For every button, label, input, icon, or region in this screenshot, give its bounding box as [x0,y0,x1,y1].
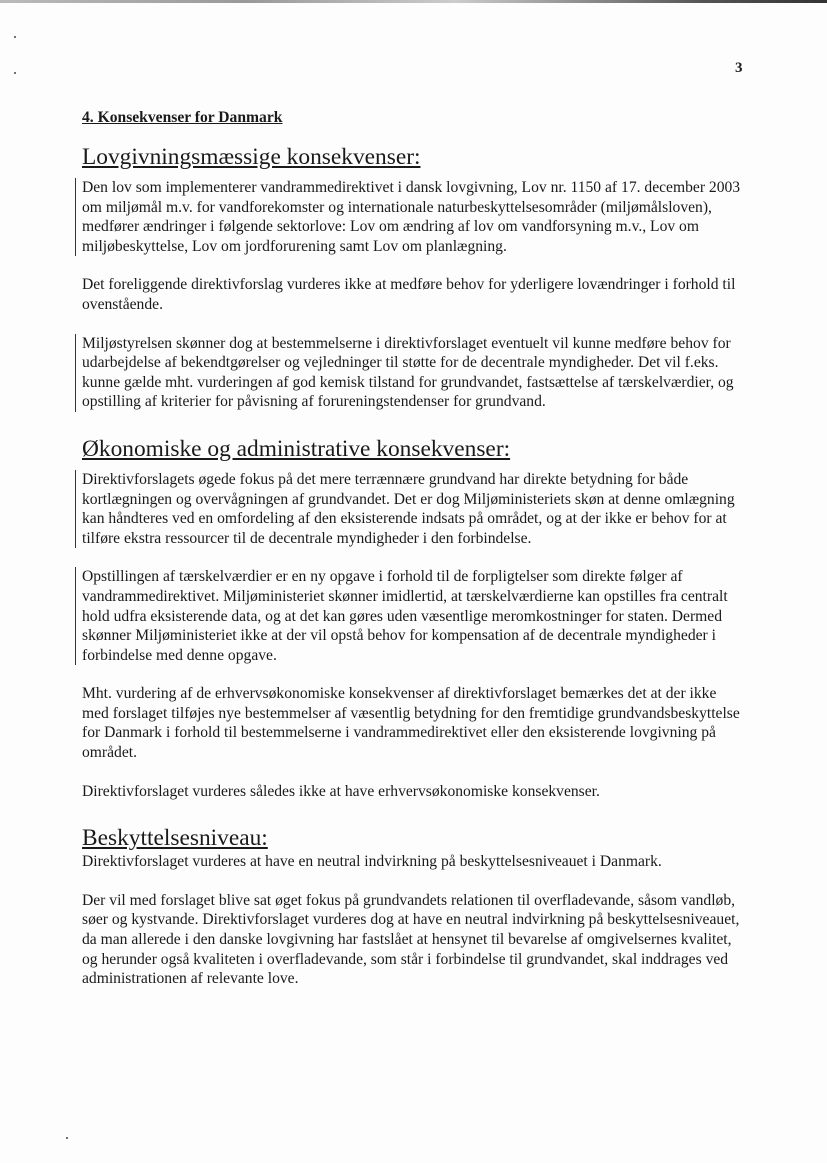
paragraph [82,275,747,314]
paragraph [82,782,747,802]
scan-top-edge [0,0,827,3]
document-body [82,108,747,989]
paragraph-text: Miljøstyrelsen skønner dog at bestemmelserne i direktivforslaget eventuelt vil kunne medføre behov for udarbejdelse af bekendtgørelser og vejledninger til støtte for de decentrale myndigheder. Det vil f.eks. kunne gælde mht. vurderingen af god kemisk tilstand for grundvandet, fastsættelse af tærskelværdier, og opstilling af kriterier for påvisning af forureningstendenser for grundvand. [82,334,734,411]
paragraph [82,567,747,665]
revision-bar [75,567,76,665]
paragraph [82,470,747,548]
paragraph-text: Opstillingen af tærskelværdier er en ny opgave i forhold til de forpligtelser som direkte følger af vandrammedirektivet. Miljøministeriet skønner imidlertid, at tærskelværdierne kan opstilles fra centralt hold udfra eksisterende data, og at det kan gøres uden væsentlige meromkostninger for staten. Dermed skønner Miljøministeriet ikke at der vil opstå behov for kompensation af de decentrale myndigheder i forbindelse med denne opgave. [82,568,728,664]
paragraph-text: Direktivforslaget vurderes at have en neutral indvirkning på beskyttelsesniveauet i Danmark. [82,853,662,871]
paragraph [82,891,747,989]
page-number: 3 [735,60,743,76]
scan-speck [66,1137,68,1139]
scan-speck [14,72,16,74]
paragraph-text: Direktivforslagets øgede fokus på det mere terrænnære grundvand har direkte betydning for både kortlægningen og overvågningen af grundvandet. Det er dog Miljøministeriets skøn at denne omlægning kan håndteres ved en omfordeling af den eksisterende indsats på området, og at der ikke er behov for at tilføre ekstra ressourcer til de decentrale myndigheder i den forbindelse. [82,470,735,547]
subheading-oekonomi: Økonomiske og administrative konsekvenser: [82,435,511,462]
scan-speck [14,36,16,38]
subheading-beskyttelse: Beskyttelsesniveau: [82,825,268,852]
paragraph [82,334,747,412]
revision-bar [75,178,76,256]
paragraph-text: Der vil med forslaget blive sat øget fokus på grundvandets relationen til overfladevande, såsom vandløb, søer og kystvande. Direktivforslaget vurderes dog at have en neutral indvirkning på beskyttelsesniveauet, da man allerede i den danske lovgivning har fastslået at hensynet til bevarelse af omgivelsernes kvalitet, og herunder også kvaliteten i overfladevande, som står i forbindelse til grundvandet, skal inddrages ved administrationen af relevante love. [82,891,740,988]
section-heading: 4. Konsekvenser for Danmark [82,109,283,126]
revision-bar [75,470,76,548]
subheading-lovgivning: Lovgivningsmæssige konsekvenser: [82,144,421,170]
paragraph [82,684,747,762]
paragraph-text: Direktivforslaget vurderes således ikke at have erhvervsøkonomiske konsekvenser. [82,782,600,800]
paragraph-text: Mht. vurdering af de erhvervsøkonomiske konsekvenser af direktivforslaget bemærkes det at der ikke med forslaget tilføjes nye bestemmelser af væsentlig betydning for den fremtidige grundvandsbeskyttelse for Danmark i forhold til bestemmelserne i vandrammedirektivet eller den eksisterende lovgivning på området. [82,685,740,762]
revision-bar [75,334,76,412]
paragraph [82,852,747,872]
paragraph [82,178,747,256]
paragraph-text: Den lov som implementerer vandrammedirektivet i dansk lovgivning, Lov nr. 1150 af 17. december 2003 om miljømål m.v. for vandforekomster og internationale naturbeskyttelsesområder (miljømålsloven), medfører ændringer i følgende sektorlove: Lov om ændring af lov om vandforsyning m.v., Lov om miljøbeskyttelse, Lov om jordforurening samt Lov om planlægning. [82,179,741,255]
paragraph-text: Det foreliggende direktivforslag vurderes ikke at medføre behov for yderligere lovændringer i forhold til ovenstående. [82,276,736,313]
